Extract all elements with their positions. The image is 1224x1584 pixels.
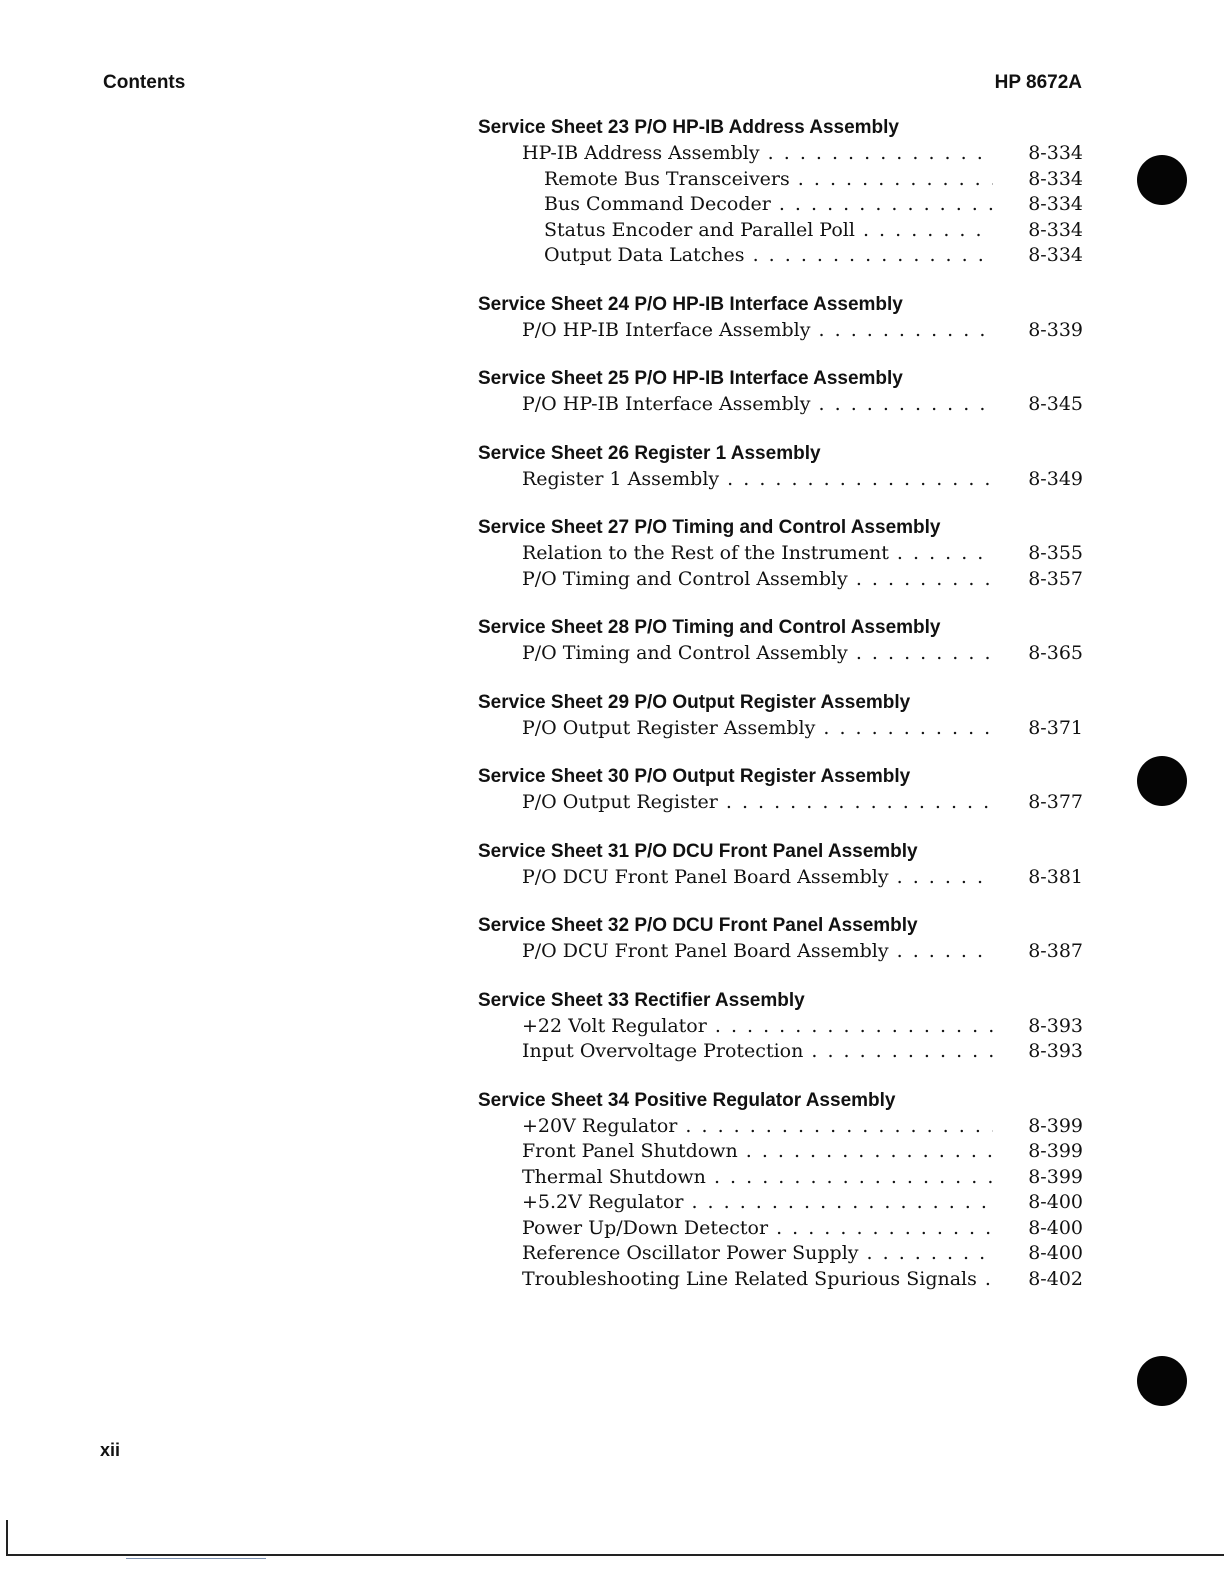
toc-entry-page: 8-399 — [1028, 1165, 1083, 1188]
toc-section — [478, 988, 1083, 1065]
section-heading: Service Sheet 33 Rectifier Assembly — [478, 989, 805, 1011]
toc-entry — [478, 716, 1083, 742]
toc-entry-label: P/O Output Register Assembly . . . — [522, 716, 993, 742]
toc-entry — [478, 218, 1083, 244]
toc-section — [478, 366, 1083, 418]
toc-entry — [478, 865, 1083, 891]
running-header-section: Contents — [103, 72, 186, 93]
toc-entry — [478, 641, 1083, 667]
toc-entry — [478, 141, 1083, 167]
toc-entry — [478, 567, 1083, 593]
section-heading: Service Sheet 32 P/O DCU Front Panel Assembly — [478, 915, 918, 936]
toc-entry-label: Relation to the Rest of the Instrument . . . — [522, 541, 993, 567]
toc-entry-label: Thermal Shutdown . . . — [522, 1165, 993, 1191]
toc-entry-label: +5.2V Regulator . . . — [522, 1190, 993, 1216]
toc-section — [478, 115, 1083, 269]
toc-entry-page: 8-399 — [1028, 1114, 1083, 1137]
toc-entry-label: Front Panel Shutdown . . . — [522, 1139, 993, 1165]
toc-entry-page: 8-393 — [1028, 1014, 1083, 1037]
toc-section — [478, 913, 1083, 965]
toc-section — [478, 441, 1083, 493]
toc-entry-page: 8-334 — [1028, 218, 1083, 241]
running-header-model: HP 8672A — [994, 72, 1082, 93]
toc-entry-page: 8-399 — [1028, 1140, 1083, 1162]
toc-entry-label: Status Encoder and Parallel Poll . . . — [544, 218, 993, 244]
toc-entry-label: P/O DCU Front Panel Board Assembly . . . — [522, 865, 993, 891]
toc-entry — [478, 1014, 1083, 1040]
toc-entry-label: Troubleshooting Line Related Spurious Signals . . . — [522, 1267, 993, 1293]
toc-entry — [478, 318, 1083, 344]
toc-entry-label: +22 Volt Regulator . . . — [522, 1014, 993, 1040]
toc-entry-page: 8-377 — [1028, 791, 1083, 813]
section-heading: Service Sheet 29 P/O Output Register Assembly — [478, 691, 911, 713]
toc-entry — [478, 1241, 1083, 1267]
toc-entry — [478, 192, 1083, 218]
toc-section — [478, 615, 1083, 667]
toc-entry-page: 8-334 — [1028, 193, 1083, 215]
toc-entry-label: P/O DCU Front Panel Board Assembly . . . — [522, 939, 993, 965]
toc-entry-page: 8-400 — [1028, 1191, 1083, 1213]
binder-hole-bottom — [1137, 1356, 1187, 1406]
toc-entry-page: 8-381 — [1028, 865, 1083, 888]
section-heading: Service Sheet 28 P/O Timing and Control Assembly — [478, 617, 941, 638]
section-heading: Service Sheet 30 P/O Output Register Assembly — [478, 766, 911, 787]
page-edge-vertical — [6, 1520, 8, 1556]
toc-section — [478, 764, 1083, 816]
toc-entry-label: Remote Bus Transceivers . . . — [544, 167, 993, 193]
toc-entry-label: Power Up/Down Detector . . . — [522, 1216, 993, 1242]
toc-entry-page: 8-371 — [1028, 716, 1083, 739]
toc-entry-page: 8-393 — [1028, 1040, 1083, 1062]
toc-entry-label: +20V Regulator . . . — [522, 1114, 993, 1140]
toc-entry — [478, 1039, 1083, 1065]
toc-entry-page: 8-339 — [1028, 318, 1083, 341]
toc-entry — [478, 1190, 1083, 1216]
toc-entry — [478, 1216, 1083, 1242]
toc-entry — [478, 167, 1083, 193]
toc-entry-label: Output Data Latches . . . — [544, 243, 993, 269]
section-heading: Service Sheet 31 P/O DCU Front Panel Assembly — [478, 840, 918, 862]
toc-entry — [478, 392, 1083, 418]
toc-entry — [478, 541, 1083, 567]
page-number: xii — [100, 1440, 121, 1460]
toc-entry — [478, 939, 1083, 965]
toc-entry-page: 8-355 — [1028, 542, 1083, 564]
toc-entry-page: 8-365 — [1028, 642, 1083, 664]
toc-entry-label: P/O Output Register . . . — [522, 790, 993, 816]
toc-section — [478, 839, 1083, 891]
page-edge-horizontal — [6, 1554, 1224, 1556]
section-heading: Service Sheet 23 P/O HP-IB Address Assembly — [478, 117, 899, 138]
toc-entry-page: 8-400 — [1028, 1242, 1083, 1264]
toc-section — [478, 690, 1083, 742]
binder-hole-top — [1137, 155, 1187, 205]
toc-entry-page: 8-402 — [1028, 1267, 1083, 1290]
toc-entry-page: 8-387 — [1028, 940, 1083, 962]
toc-section — [478, 292, 1083, 344]
toc-entry-label: P/O HP-IB Interface Assembly . . . — [522, 318, 993, 344]
toc-entry-label: Register 1 Assembly . . . — [522, 467, 993, 493]
toc-entry-page: 8-357 — [1028, 567, 1083, 590]
toc-entry — [478, 467, 1083, 493]
toc-entry — [478, 1267, 1083, 1293]
section-heading: Service Sheet 26 Register 1 Assembly — [478, 442, 821, 464]
toc-entry-page: 8-400 — [1028, 1216, 1083, 1239]
toc-entry-page: 8-349 — [1028, 467, 1083, 490]
toc-entry-label: Reference Oscillator Power Supply . . . — [522, 1241, 993, 1267]
toc-section — [478, 515, 1083, 592]
toc-entry-label: P/O HP-IB Interface Assembly . . . — [522, 392, 993, 418]
toc-entry-page: 8-334 — [1028, 244, 1083, 266]
toc-entry-label: HP-IB Address Assembly . . . — [522, 141, 993, 167]
toc-entry — [478, 1139, 1083, 1165]
toc-entry-label: Input Overvoltage Protection . . . — [522, 1039, 993, 1065]
toc-section — [478, 1088, 1083, 1293]
toc-entry — [478, 243, 1083, 269]
toc-entry — [478, 790, 1083, 816]
toc-entry-page: 8-345 — [1028, 393, 1083, 415]
toc-entry-page: 8-334 — [1028, 167, 1083, 190]
toc-entry — [478, 1165, 1083, 1191]
page-edge-underline — [126, 1558, 266, 1559]
binder-hole-middle — [1137, 756, 1187, 806]
toc-entry-label: P/O Timing and Control Assembly . . . — [522, 567, 993, 593]
toc-entry — [478, 1114, 1083, 1140]
toc-entry-label: P/O Timing and Control Assembly . . . — [522, 641, 993, 667]
section-heading: Service Sheet 25 P/O HP-IB Interface Assembly — [478, 368, 903, 389]
toc-entry-label: Bus Command Decoder . . . — [544, 192, 993, 218]
toc-entry-page: 8-334 — [1028, 142, 1083, 164]
section-heading: Service Sheet 34 Positive Regulator Assembly — [478, 1089, 896, 1111]
section-heading: Service Sheet 27 P/O Timing and Control Assembly — [478, 517, 941, 538]
table-of-contents — [478, 115, 1083, 1315]
section-heading: Service Sheet 24 P/O HP-IB Interface Assembly — [478, 293, 903, 315]
